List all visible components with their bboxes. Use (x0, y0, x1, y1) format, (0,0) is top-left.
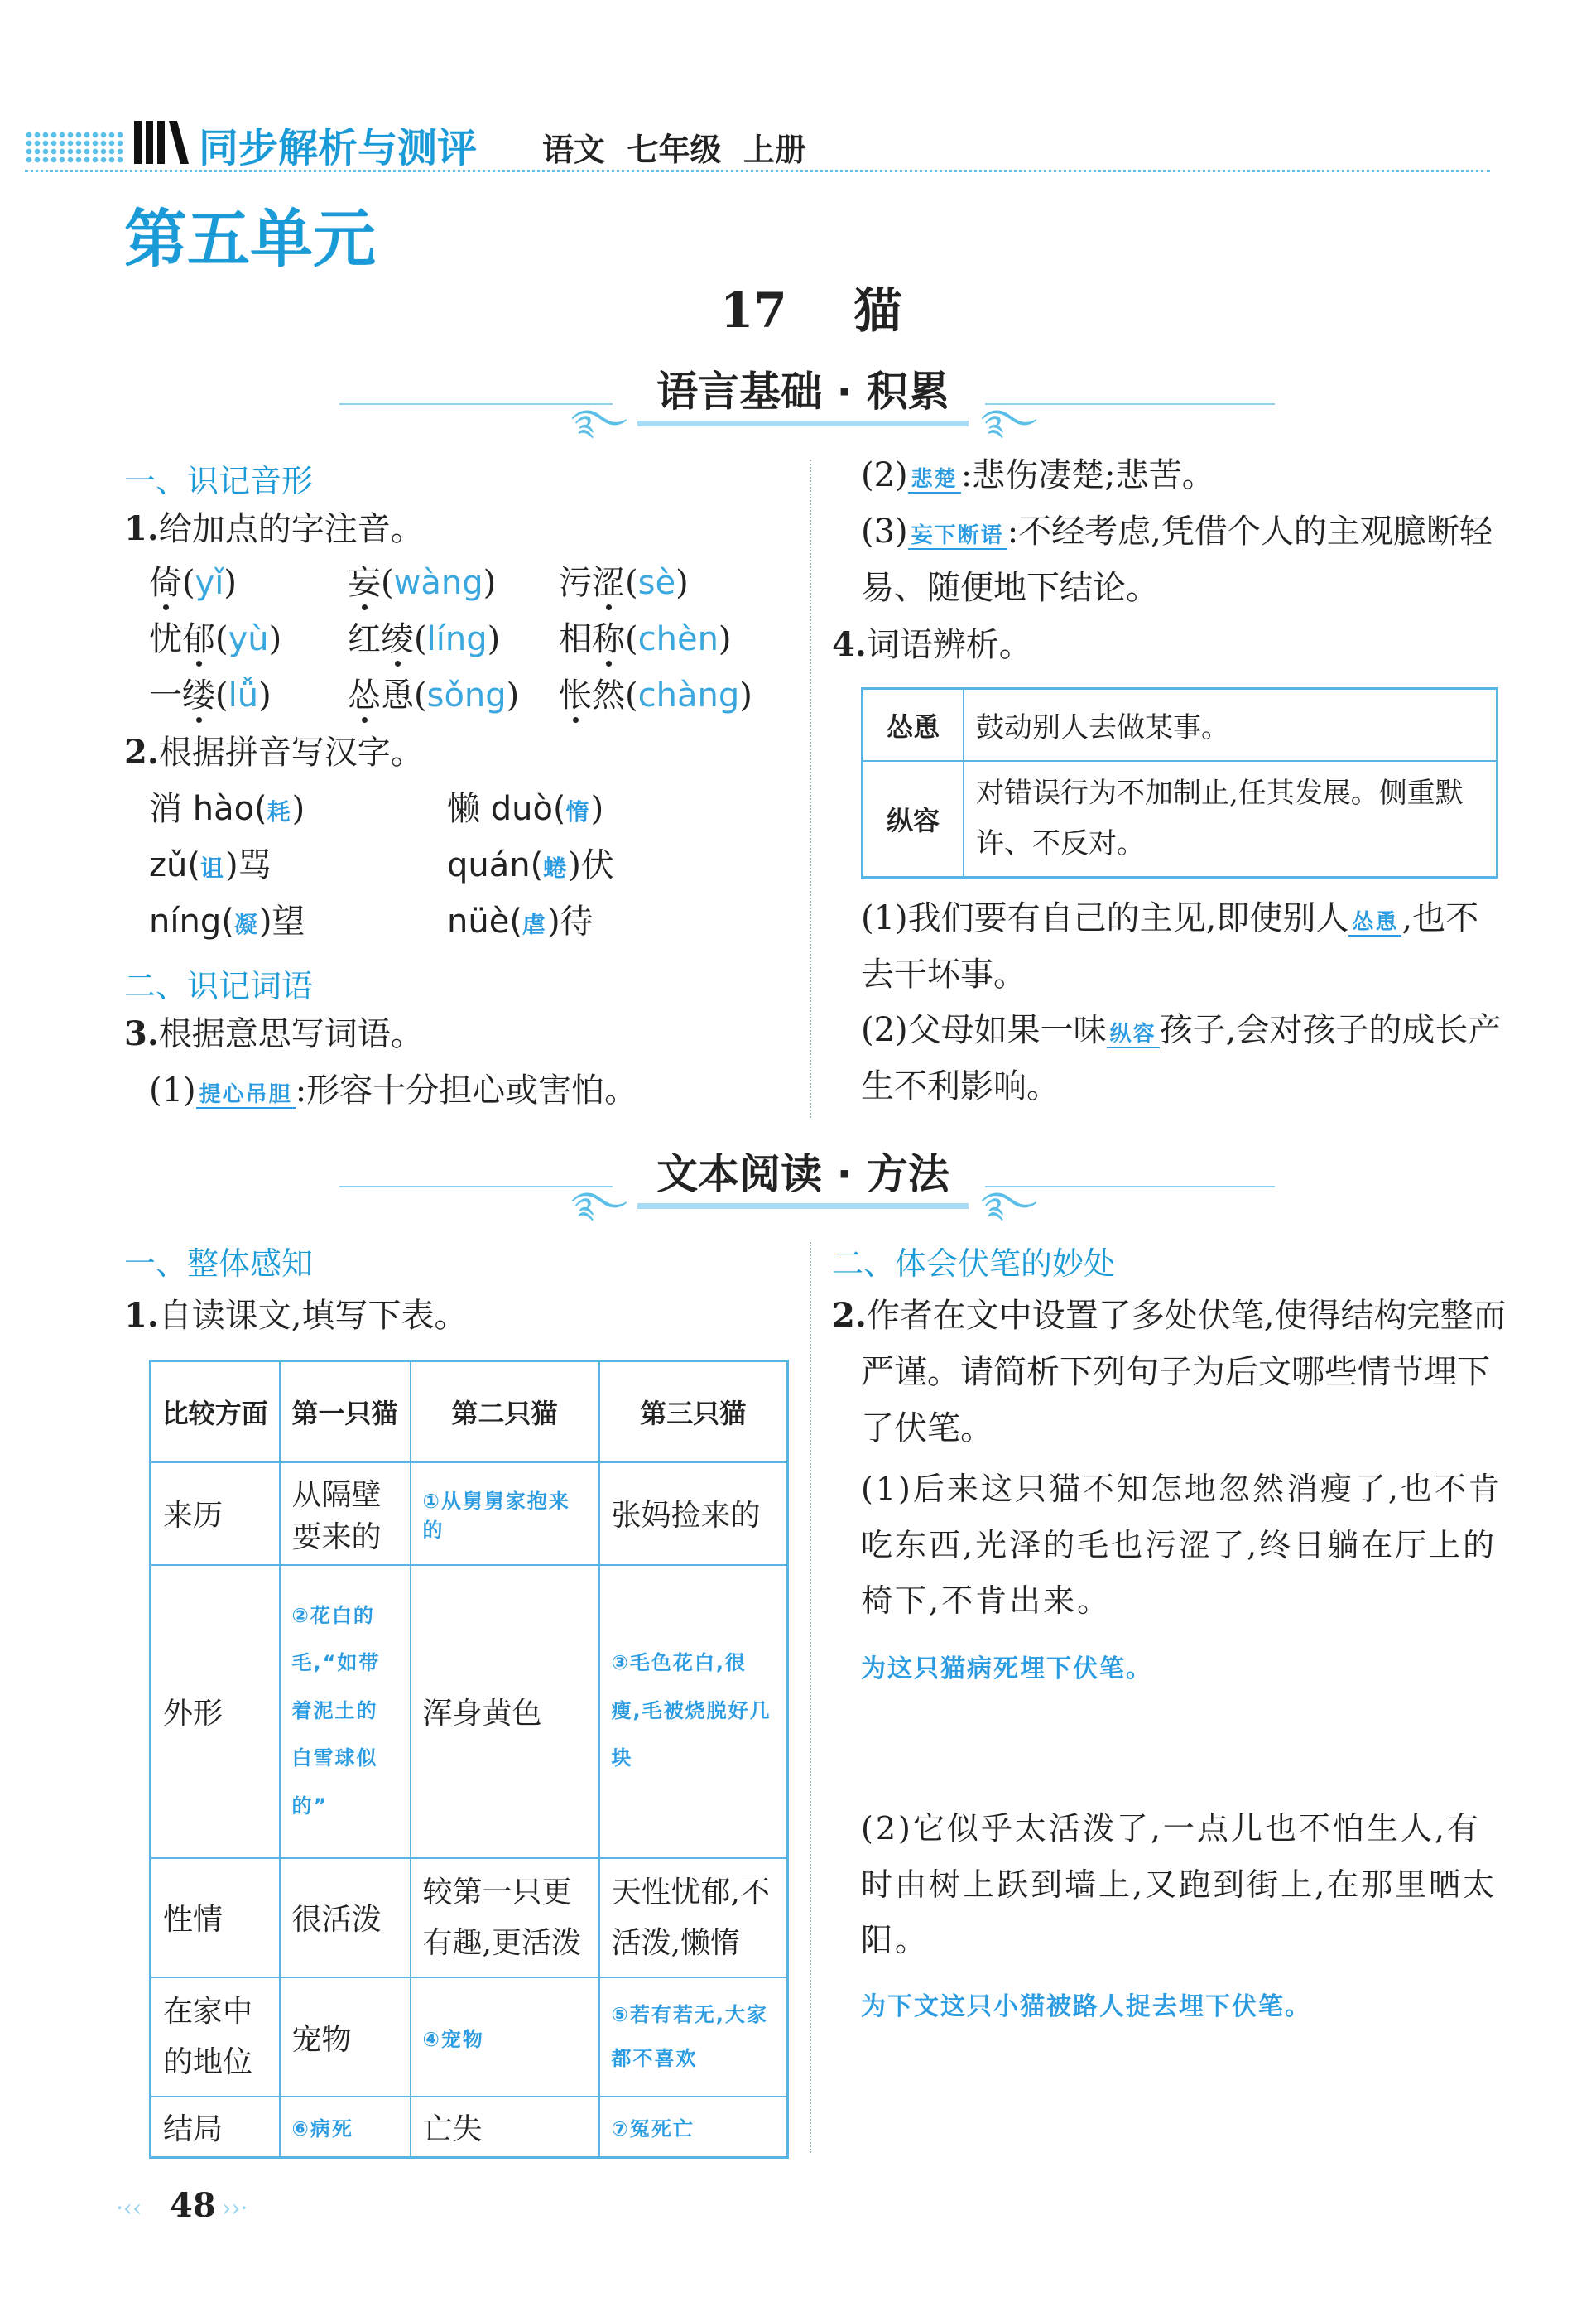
hanzi-item (149, 895, 305, 942)
pinyin: chàng (637, 677, 740, 715)
dotted-char: 绫 (381, 620, 414, 658)
question: 1.自读课文,填写下表。 (124, 1296, 468, 1335)
column-header: 第二只猫 (411, 1361, 599, 1462)
dotted-char: 怂 (348, 677, 381, 715)
series-title: 同步解析与测评 (199, 125, 478, 171)
unit-title: 第五单元 (124, 202, 376, 276)
question: 2.根据拼音写汉字。 (124, 733, 424, 772)
table-row (151, 1858, 788, 1977)
paren: ( (414, 677, 427, 715)
pinyin-prompt: quán( (447, 846, 544, 884)
paren: ) (224, 564, 238, 602)
table-row (151, 1565, 788, 1858)
row-label: 外形 (151, 1565, 280, 1858)
dotted-char: 涩 (592, 564, 625, 602)
char: 忧 (149, 620, 182, 658)
page-number-decoration: ·‹‹ (116, 2194, 142, 2222)
dotted-char: 缕 (182, 677, 215, 715)
pinyin-prompt: zǔ( (149, 846, 200, 884)
swirl-icon: ࿐ (981, 1184, 1037, 1225)
pinyin-item (559, 669, 752, 716)
paren: ( (414, 620, 427, 658)
row-label: 在家中的地位 (151, 1977, 280, 2097)
pinyin-item (559, 613, 732, 660)
table-row (151, 2097, 788, 2158)
section-banner: 文本阅读 · 方法 (637, 1145, 969, 1209)
answer-cell: ⑦冤死亡 (599, 2097, 788, 2158)
table-cell: 较第一只更有趣,更活泼 (411, 1858, 599, 1977)
answer-cell: ⑤若有若无,大家都不喜欢 (599, 1977, 788, 2097)
paren: ) (506, 677, 520, 715)
question: 1.给加点的字注音。 (124, 509, 424, 548)
row-label: 性情 (151, 1858, 280, 1977)
pinyin-prompt: níng( (149, 903, 234, 941)
table-cell: 纵容 (863, 761, 964, 878)
paren: ( (182, 564, 195, 602)
section-heading: 二、体会伏笔的妙处 (832, 1245, 1116, 1282)
pinyin-prompt: nüè( (447, 903, 522, 941)
answer-cell: ④宠物 (411, 1977, 599, 2097)
answer-line: (2)父母如果一味 纵容 孩子,会对孩子的成长产生不利影响。 (861, 1011, 1502, 1105)
question: 4.词语辨析。 (832, 625, 1032, 664)
char: 红 (348, 620, 381, 658)
answer-char: 虐 (522, 911, 547, 938)
answer-char: 蜷 (543, 855, 569, 882)
pinyin-prompt: 懒 duò( (447, 790, 566, 828)
row-label: 来历 (151, 1462, 280, 1565)
column-divider (810, 460, 811, 1118)
paren: ) (675, 564, 689, 602)
pinyin-item (149, 669, 272, 716)
pinyin: líng (426, 620, 488, 658)
pinyin: yù (228, 620, 269, 658)
paren: ( (215, 677, 228, 715)
pinyin-prompt: 消 hào( (149, 790, 267, 828)
suffix: ) (590, 790, 604, 828)
hanzi-item (447, 839, 614, 886)
swirl-icon: ࿐ (981, 402, 1037, 442)
paren: ) (718, 620, 732, 658)
pinyin: sè (637, 564, 676, 602)
char: 一 (149, 677, 182, 715)
column-header: 比较方面 (151, 1361, 280, 1462)
logo-icon (132, 116, 190, 167)
header-dots (25, 131, 124, 164)
paren: ) (258, 677, 272, 715)
pinyin-item (348, 669, 519, 716)
table-row (863, 689, 1497, 762)
answer-cell: ⑥病死 (280, 2097, 411, 2158)
paren: ( (625, 564, 638, 602)
table-cell: 浑身黄色 (411, 1565, 599, 1858)
table-cell: 鼓动别人去做某事。 (964, 689, 1497, 762)
answer-char: 耗 (267, 798, 292, 826)
answer-line: (1) 提心吊胆 :形容十分担心或害怕。 (149, 1071, 638, 1110)
pinyin: chèn (637, 620, 719, 658)
swirl-icon: ࿐ (571, 1184, 627, 1225)
suffix: )待 (546, 903, 594, 941)
paren: ) (487, 620, 501, 658)
table-cell: 天性忧郁,不活泼,懒惰 (599, 1858, 788, 1977)
suffix: )伏 (568, 846, 614, 884)
pinyin-item (149, 613, 281, 660)
subject-label: 语文 七年级 上册 (542, 132, 806, 168)
char: 恿 (381, 677, 414, 715)
answer-line: (3) 妄下断语 :不经考虑,凭借个人的主观臆断轻易、随便地下结论。 (861, 513, 1493, 607)
char: 相 (559, 620, 592, 658)
pinyin: sǒng (426, 677, 507, 715)
dotted-char: 倚 (149, 564, 182, 602)
pinyin-item (348, 613, 500, 660)
pinyin: wàng (393, 564, 483, 602)
answer-char: 凝 (233, 911, 259, 938)
swirl-icon: ࿐ (571, 402, 627, 442)
paren: ) (483, 564, 497, 602)
hanzi-item (149, 839, 272, 886)
table-header-row (151, 1361, 788, 1462)
column-divider (810, 1242, 811, 2153)
table-cell: 对错误行为不加制止,任其发展。侧重默许、不反对。 (964, 761, 1497, 878)
section-banner: 语言基础 · 积累 (637, 363, 969, 426)
answer-line: (1)我们要有自己的主见,即使别人 怂恿 ,也不去干坏事。 (861, 899, 1479, 994)
page-number-decoration: ››· (222, 2194, 248, 2222)
hanzi-item (149, 782, 305, 830)
suffix: )望 (258, 903, 305, 941)
char: 然 (592, 677, 625, 715)
table-row (863, 761, 1497, 878)
paren: ( (381, 564, 394, 602)
pinyin-item (149, 556, 237, 604)
cat-comparison-table (149, 1360, 789, 2159)
answer-line: (2) 悲楚 :悲伤凄楚;悲苦。 (861, 456, 1215, 494)
section-heading: 二、识记词语 (124, 968, 314, 1004)
table-cell: 宠物 (280, 1977, 411, 2097)
pinyin-item (559, 556, 689, 604)
pinyin: yǐ (195, 564, 224, 602)
paren: ) (739, 677, 752, 715)
table-cell: 张妈捡来的 (599, 1462, 788, 1565)
question: 2.作者在文中设置了多处伏笔,使得结构完整而严谨。请简析下列句子为后文哪些情节埋下了伏笔。 (832, 1296, 1507, 1447)
dotted-char: 怅 (559, 677, 592, 715)
column-header: 第三只猫 (599, 1361, 788, 1462)
row-label: 结局 (151, 2097, 280, 2158)
table-row (151, 1462, 788, 1565)
sentence: (2)它似乎太活泼了,一点儿也不怕生人,有时由树上跃到墙上,又跑到街上,在那里晒太阳。 (861, 1810, 1497, 1959)
dotted-char: 妄 (348, 564, 381, 602)
section-heading: 一、整体感知 (124, 1245, 314, 1282)
pinyin-item (348, 556, 496, 604)
paren: ) (268, 620, 282, 658)
suffix: ) (291, 790, 305, 828)
pinyin: lǚ (228, 677, 259, 715)
dotted-char: 郁 (182, 620, 215, 658)
section-heading: 一、识记音形 (124, 463, 314, 499)
table-cell: 怂恿 (863, 689, 964, 762)
column-header: 第一只猫 (280, 1361, 411, 1462)
char: 污 (559, 564, 592, 602)
table-cell: 从隔壁要来的 (280, 1462, 411, 1565)
answer-cell: ②花白的毛,“如带着泥土的白雪球似的” (280, 1565, 411, 1858)
answer-cell: ①从舅舅家抱来的 (411, 1462, 599, 1565)
hanzi-item (447, 782, 603, 830)
paren: ( (625, 620, 638, 658)
table-cell: 亡失 (411, 2097, 599, 2158)
sentence: (1)后来这只猫不知怎地忽然消瘦了,也不肯吃东西,光泽的毛也污涩了,终日躺在厅上的椅下,不肯出来。 (861, 1471, 1502, 1620)
paren: ( (625, 677, 638, 715)
paren: ( (215, 620, 228, 658)
question: 3.根据意思写词语。 (124, 1014, 424, 1053)
word-table (861, 687, 1498, 879)
table-row (151, 1977, 788, 2097)
lesson-title: 17 猫 (720, 282, 902, 339)
header-divider (25, 170, 1490, 172)
answer-text: 为下文这只小猫被路人捉去埋下伏笔。 (861, 1992, 1311, 2021)
suffix: )骂 (224, 846, 272, 884)
answer-cell: ③毛色花白,很瘦,毛被烧脱好几块 (599, 1565, 788, 1858)
answer-text: 为这只猫病死埋下伏笔。 (861, 1654, 1152, 1683)
answer-char: 诅 (200, 855, 225, 882)
page-number: 48 (170, 2186, 216, 2225)
hanzi-item (447, 895, 594, 942)
dotted-char: 称 (592, 620, 625, 658)
answer-char: 惰 (565, 798, 591, 826)
table-cell: 很活泼 (280, 1858, 411, 1977)
